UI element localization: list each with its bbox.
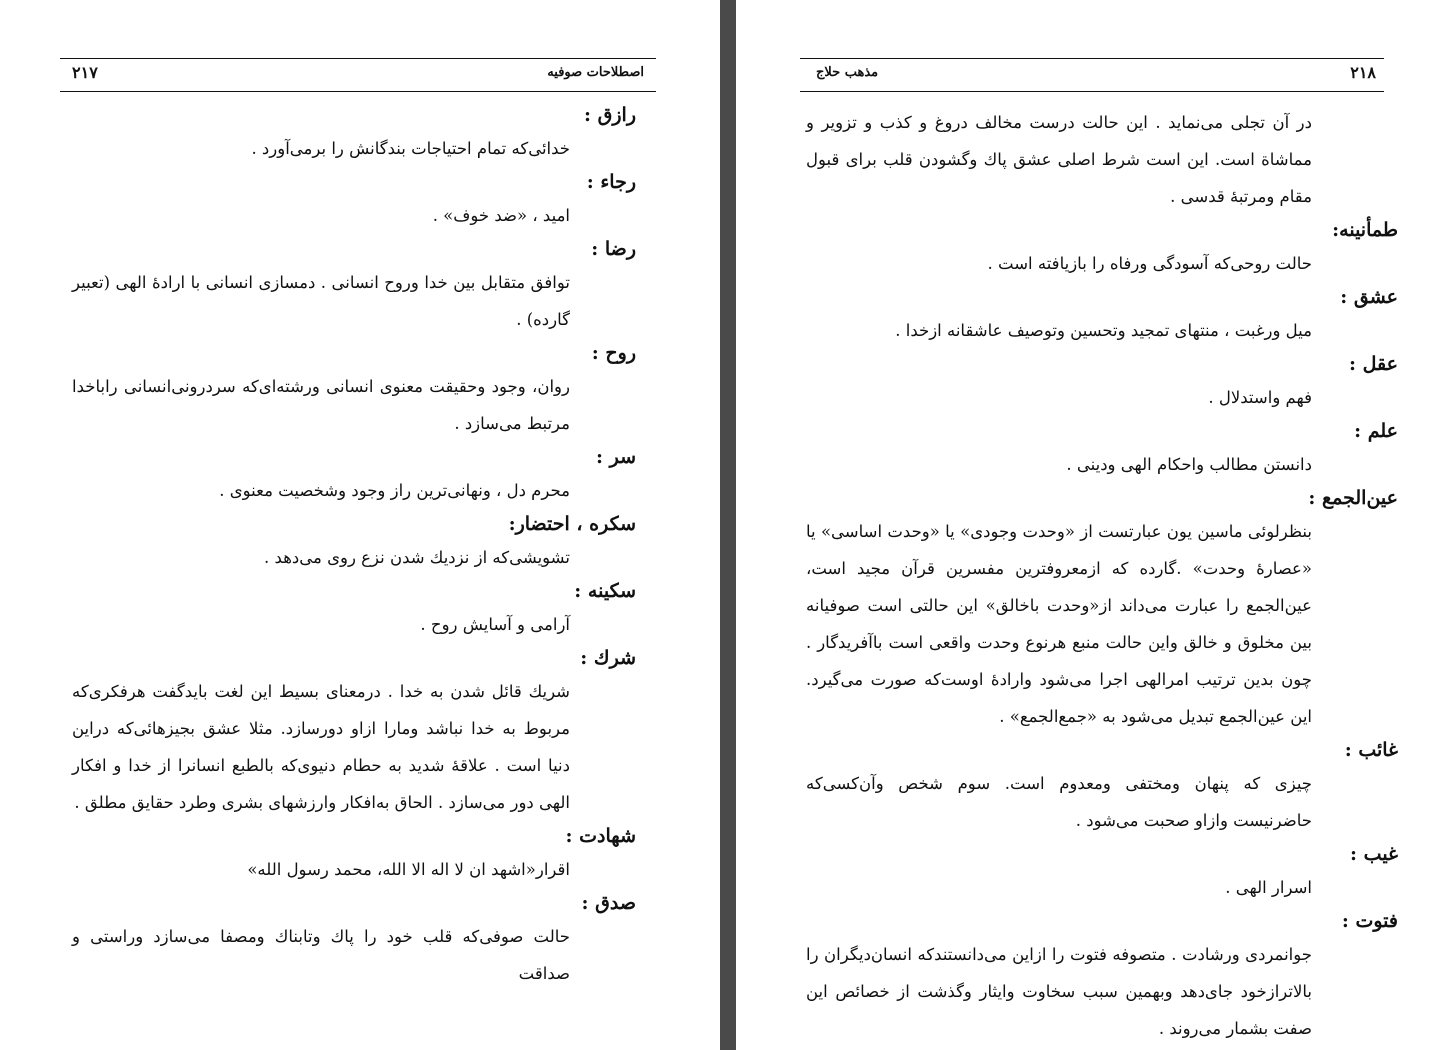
entry-definition: در آن تجلی می‌نماید . این حالت درست مخالف دروغ و کذب و تزویر و مماشاة است. این است شرط اصلی عشق پاك وگشودن قلب برای قبول مقام ومرتبهٔ قدسی .: [806, 113, 1312, 206]
entry-sherk: [60, 643, 656, 821]
entry-definition: چیزی که پنهان ومختفی ومعدوم است. سوم شخص وآن‌کسی‌که حاضرنیست وازاو صحبت می‌شود .: [806, 774, 1312, 830]
entry-term: علم :: [1354, 420, 1398, 442]
entry-term: فتوت :: [1341, 910, 1398, 932]
entry-term: صدق :: [581, 892, 636, 914]
right-page-header: [800, 58, 1384, 92]
left-page: [60, 0, 656, 1050]
left-entries: [60, 100, 656, 992]
left-running-title: اصطلاحات صوفیه: [547, 65, 644, 80]
entry-sakine: [60, 576, 656, 643]
entry-ein-al-jam: [800, 483, 1398, 735]
entry-term: شهادت :: [565, 825, 636, 847]
entry-aql: [800, 349, 1398, 416]
entry-definition: جوانمردی ورشادت . متصوفه فتوت را ازاین می‌دانستندکه انسان‌دیگران را بالاترازخود جای‌دهد وبهمین سبب سخاوت وایثار وگذشت از خصائص این صفت بشمار می‌روند .: [806, 945, 1312, 1038]
right-running-title: مذهب حلاج: [816, 65, 879, 80]
entry-term: سکره ، احتضار:: [508, 513, 636, 535]
entry-definition: تشویشی‌که از نزدیك شدن نزع روی می‌دهد .: [264, 548, 570, 567]
entry-definition: محرم دل ، ونهانی‌ترین راز وجود وشخصیت معنوی .: [219, 481, 570, 500]
entry-definition: میل ورغبت ، منتهای تمجید وتحسین وتوصیف عاشقانه ازخدا .: [895, 321, 1312, 340]
entry-definition: شریك قائل شدن به خدا . درمعنای بسیط این لغت بایدگفت هرفکری‌که مربوط به خدا نباشد ومارا ازاو دورسازد. مثلا عشق بجیزهائی‌که دراین دنیا است . علاقهٔ شدید به حطام دنیوی‌که بالطبع انسانرا از خدا و افکار الهی دور می‌سازد . الحاق به‌افکار وارزشهای بشری وطرد حقایق مطلق .: [72, 682, 570, 812]
entry-term: غائب :: [1344, 739, 1398, 761]
right-page-number: ۲۱۸: [1350, 63, 1376, 82]
entry-term: عقل :: [1349, 353, 1398, 375]
entry-sedq: [60, 888, 656, 992]
left-page-number: ۲۱۷: [72, 63, 98, 82]
entry-term: عین‌الجمع :: [1308, 487, 1398, 509]
entry-term: روح :: [591, 342, 636, 364]
entry-definition: دانستن مطالب واحکام الهی ودینی .: [1066, 455, 1312, 474]
entry-tomanine: [800, 215, 1398, 282]
entry-raziq: [60, 100, 656, 167]
entry-definition: حالت روحی‌که آسودگی ورفاه را بازیافته است .: [987, 254, 1312, 273]
entry-definition: خدائی‌که تمام احتیاجات بندگانش را برمی‌آورد .: [251, 139, 570, 158]
left-page-header: [60, 58, 656, 92]
entry-term: غیب :: [1350, 843, 1398, 865]
entry-definition: آرامی و آسایش روح .: [420, 615, 570, 634]
entry-definition: حالت صوفی‌که قلب خود را پاك وتابناك ومصفا می‌سازد وراستی و صداقت: [72, 927, 570, 983]
entry-definition: اقرار«اشهد ان لا اله الا الله، محمد رسول الله»: [247, 860, 570, 879]
right-entries: [800, 104, 1398, 1047]
entry-definition: امید ، «ضد خوف» .: [432, 206, 570, 225]
continuation-paragraph: [800, 104, 1384, 215]
entry-definition: توافق متقابل بین خدا وروح انسانی . دمسازی انسانی با ارادهٔ الهی (تعبیر گارده) .: [72, 273, 570, 329]
entry-reza: [60, 234, 656, 338]
entry-ghaeb: [800, 735, 1398, 839]
entry-elm: [800, 416, 1398, 483]
entry-term: شرك :: [580, 647, 636, 669]
entry-sakre: [60, 509, 656, 576]
entry-fotovvat: [800, 906, 1398, 1047]
entry-gheib: [800, 839, 1398, 906]
entry-term: عشق :: [1340, 286, 1398, 308]
entry-term: رازق :: [584, 104, 636, 126]
entry-term: طمأنینه:: [1332, 219, 1398, 241]
entry-eshq: [800, 282, 1398, 349]
book-spine: [720, 0, 736, 1050]
entry-ruh: [60, 338, 656, 442]
entry-term: سکینه :: [574, 580, 636, 602]
entry-definition: فهم واستدلال .: [1208, 388, 1312, 407]
entry-definition: اسرار الهی .: [1225, 878, 1312, 897]
entry-raja: [60, 167, 656, 234]
entry-definition: روان، وجود وحقیقت معنوی انسانی ورشته‌ای‌که سردرونی‌انسانی راباخدا مرتبط می‌سازد .: [72, 377, 570, 433]
entry-term: رجاء :: [586, 171, 636, 193]
right-page: [800, 0, 1398, 1050]
entry-term: رضا :: [591, 238, 636, 260]
entry-serr: [60, 442, 656, 509]
entry-definition: بنظرلوئی ماسین یون عبارتست از «وحدت وجودی» یا «وحدت اساسی» یا «عصارهٔ وحدت» .گارده که ازمعروفترین مفسرین قرآن مجید است، عین‌الجمع را عبارت می‌داند از«وحدت باخالق» این حالتی است صوفیانه بین مخلوق و خالق واین حالت منبع هرنوع وحدت واقعی است باآفریدگار . چون بدین ترتیب امرالهی اجرا می‌شود وارادهٔ اوست‌که صورت می‌گیرد. این عین‌الجمع تبدیل می‌شود به «جمع‌الجمع» .: [806, 522, 1312, 726]
entry-term: سر :: [595, 446, 636, 468]
entry-shahadat: [60, 821, 656, 888]
